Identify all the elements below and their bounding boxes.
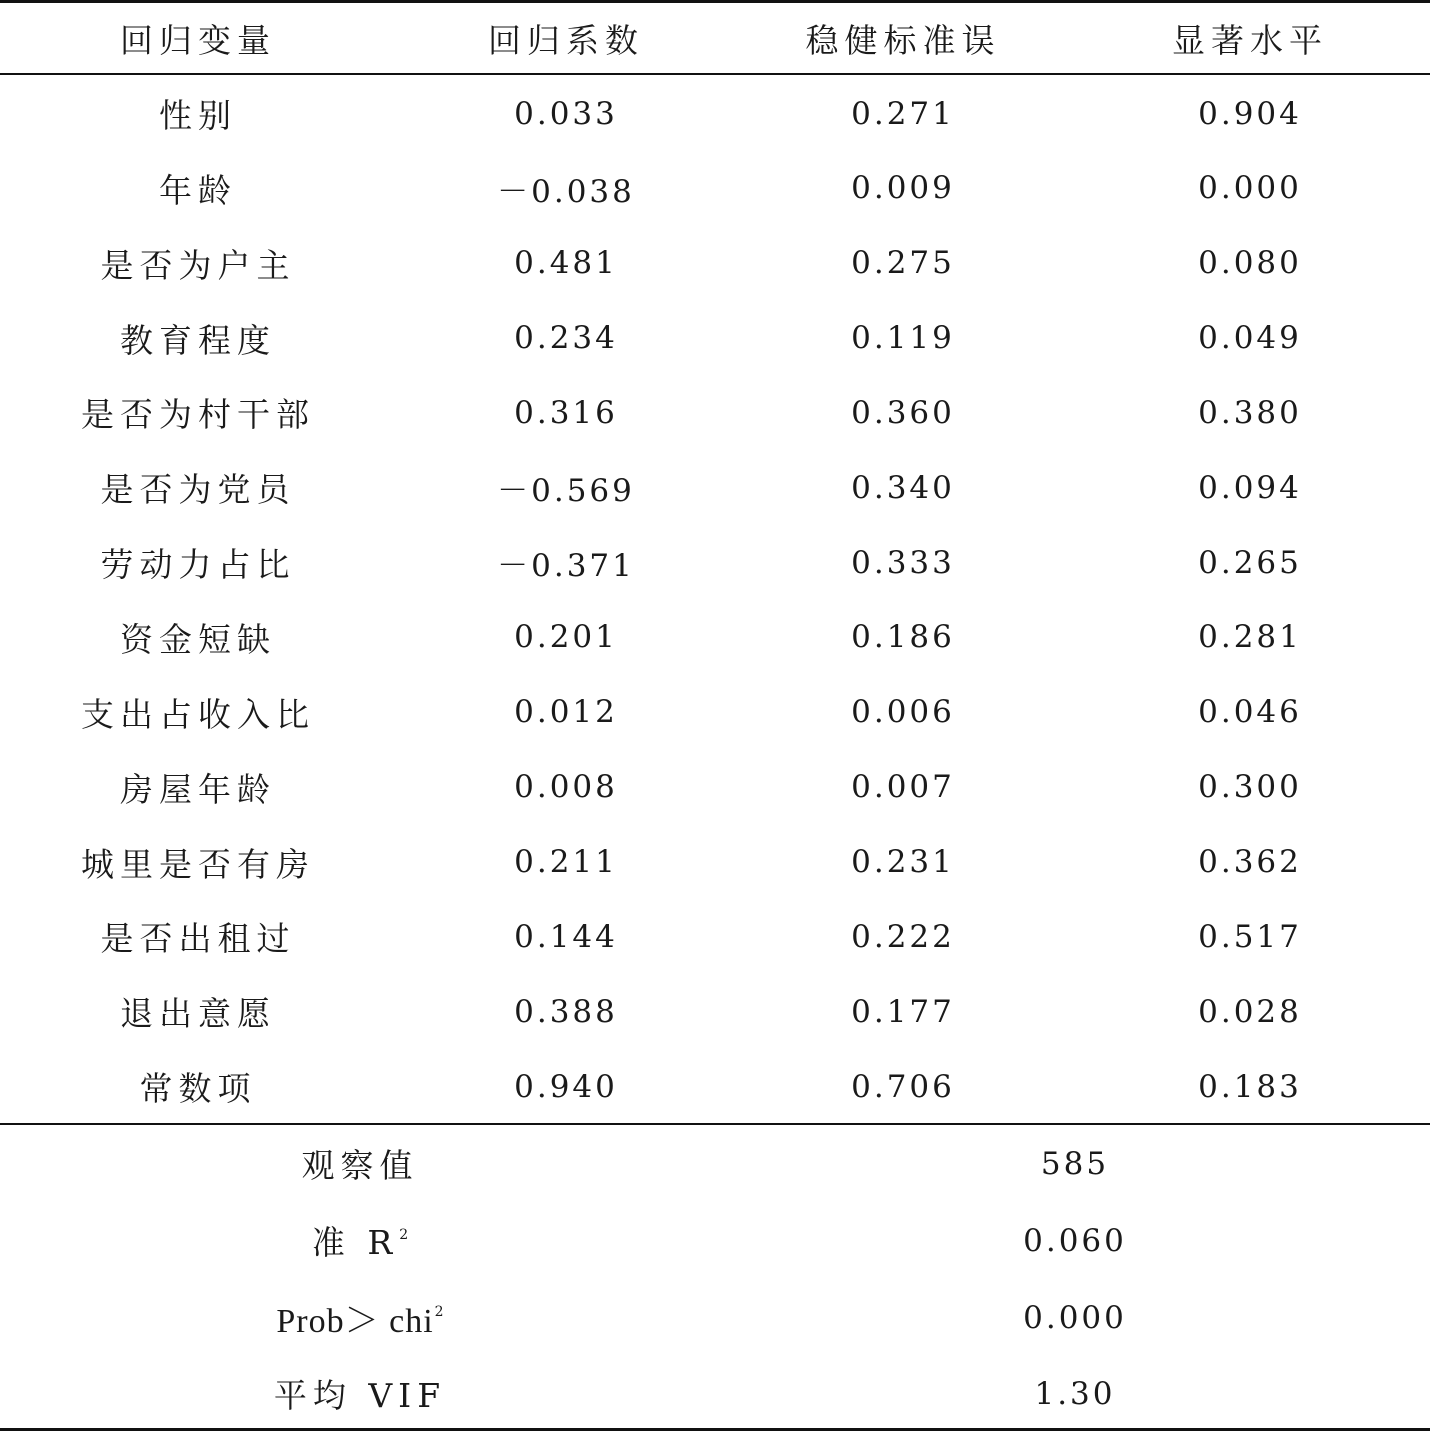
coefficient-cell: －0.371 bbox=[497, 548, 635, 585]
significance-cell: 0.281 bbox=[1198, 619, 1302, 656]
table-row bbox=[0, 450, 1430, 525]
table-row bbox=[0, 750, 1430, 825]
significance-cell: 0.362 bbox=[1198, 844, 1302, 880]
stats-row-observations bbox=[0, 1125, 1430, 1202]
robust-se-cell: 0.007 bbox=[851, 769, 955, 806]
table-row bbox=[0, 974, 1430, 1049]
significance-cell: 0.517 bbox=[1198, 918, 1302, 955]
table-row bbox=[0, 301, 1430, 376]
pseudo-r2-superscript: 2 bbox=[399, 1226, 409, 1243]
header-significance: 显著水平 bbox=[1172, 20, 1328, 60]
variable-cell: 城里是否有房 bbox=[81, 844, 315, 884]
variable-cell: 是否出租过 bbox=[100, 919, 296, 959]
pseudo-r2-label bbox=[0, 1202, 720, 1279]
table-row bbox=[0, 899, 1430, 974]
mean-vif-label: 平均 VIF bbox=[273, 1376, 447, 1415]
robust-se-cell: 0.177 bbox=[851, 993, 955, 1030]
significance-cell: 0.265 bbox=[1198, 544, 1302, 581]
robust-se-cell: 0.333 bbox=[851, 544, 955, 581]
table-row bbox=[0, 1049, 1430, 1124]
header-rule bbox=[0, 73, 1430, 75]
variable-cell: 支出占收入比 bbox=[81, 694, 315, 734]
variable-cell: 是否为党员 bbox=[100, 470, 296, 510]
obs-label: 观察值 bbox=[301, 1146, 419, 1185]
prob-chi2-text: Prob＞ chi bbox=[276, 1303, 434, 1340]
variable-cell: 性别 bbox=[159, 96, 237, 135]
table-row bbox=[0, 151, 1430, 226]
significance-cell: 0.000 bbox=[1198, 170, 1302, 207]
table-row bbox=[0, 675, 1430, 750]
coefficient-cell: 0.008 bbox=[514, 769, 618, 806]
significance-cell: 0.300 bbox=[1198, 769, 1302, 806]
table-row bbox=[0, 600, 1430, 675]
robust-se-cell: 0.222 bbox=[851, 918, 955, 955]
coefficient-cell: 0.033 bbox=[514, 95, 618, 132]
significance-cell: 0.049 bbox=[1198, 320, 1302, 357]
robust-se-cell: 0.275 bbox=[851, 245, 955, 282]
prob-chi2-value: 0.000 bbox=[1023, 1299, 1127, 1336]
robust-se-cell: 0.706 bbox=[851, 1068, 955, 1105]
significance-cell: 0.046 bbox=[1198, 694, 1302, 731]
robust-se-cell: 0.340 bbox=[851, 469, 955, 506]
significance-cell: 0.183 bbox=[1198, 1068, 1302, 1105]
pseudo-r2-text: 准 R bbox=[311, 1223, 399, 1262]
table-row bbox=[0, 375, 1430, 450]
variable-cell: 退出意愿 bbox=[120, 994, 276, 1034]
significance-cell: 0.028 bbox=[1198, 993, 1302, 1030]
variable-cell: 年龄 bbox=[159, 170, 237, 210]
obs-value: 585 bbox=[1040, 1145, 1110, 1182]
coefficient-cell: 0.234 bbox=[514, 320, 618, 357]
variable-cell: 资金短缺 bbox=[120, 619, 276, 659]
coefficient-cell: 0.211 bbox=[514, 844, 618, 880]
robust-se-cell: 0.360 bbox=[851, 394, 955, 431]
table-row bbox=[0, 76, 1430, 151]
coefficient-cell: 0.388 bbox=[514, 993, 618, 1030]
prob-chi2-label bbox=[0, 1279, 720, 1356]
coefficient-cell: 0.144 bbox=[514, 918, 618, 955]
coefficient-cell: 0.481 bbox=[514, 245, 618, 282]
table-header-row bbox=[0, 3, 1430, 73]
variable-cell: 常数项 bbox=[139, 1069, 257, 1109]
significance-cell: 0.080 bbox=[1198, 245, 1302, 282]
coefficient-cell: －0.038 bbox=[497, 173, 635, 210]
coefficient-cell: 0.012 bbox=[514, 694, 618, 731]
significance-cell: 0.380 bbox=[1198, 394, 1302, 431]
robust-se-cell: 0.231 bbox=[851, 844, 955, 880]
prob-chi2-superscript: 2 bbox=[434, 1303, 444, 1320]
variable-cell: 房屋年龄 bbox=[120, 769, 276, 809]
header-robust-se: 稳健标准误 bbox=[805, 20, 1001, 60]
variable-cell: 是否为村干部 bbox=[81, 395, 315, 435]
robust-se-cell: 0.271 bbox=[851, 95, 955, 132]
table-row bbox=[0, 525, 1430, 600]
header-coefficient: 回归系数 bbox=[488, 20, 644, 60]
coefficient-cell: －0.569 bbox=[497, 473, 635, 510]
stats-row-prob-chi2 bbox=[0, 1279, 1430, 1356]
variable-cell: 劳动力占比 bbox=[100, 545, 296, 585]
stats-row-pseudo-r2 bbox=[0, 1202, 1430, 1279]
robust-se-cell: 0.186 bbox=[851, 619, 955, 656]
robust-se-cell: 0.119 bbox=[851, 320, 955, 357]
robust-se-cell: 0.009 bbox=[851, 170, 955, 207]
significance-cell: 0.094 bbox=[1198, 469, 1302, 506]
coefficient-cell: 0.940 bbox=[514, 1068, 618, 1105]
variable-cell: 是否为户主 bbox=[100, 245, 296, 285]
header-variable: 回归变量 bbox=[120, 20, 276, 60]
variable-cell: 教育程度 bbox=[120, 320, 276, 360]
coefficient-cell: 0.316 bbox=[514, 394, 618, 431]
table-row bbox=[0, 226, 1430, 301]
significance-cell: 0.904 bbox=[1198, 95, 1302, 132]
pseudo-r2-value: 0.060 bbox=[1023, 1222, 1127, 1259]
stats-row-mean-vif bbox=[0, 1355, 1430, 1432]
table-bottom-rule bbox=[0, 1428, 1430, 1431]
table-row bbox=[0, 825, 1430, 900]
mean-vif-value: 1.30 bbox=[1034, 1375, 1116, 1412]
coefficient-cell: 0.201 bbox=[514, 619, 618, 656]
robust-se-cell: 0.006 bbox=[851, 694, 955, 731]
